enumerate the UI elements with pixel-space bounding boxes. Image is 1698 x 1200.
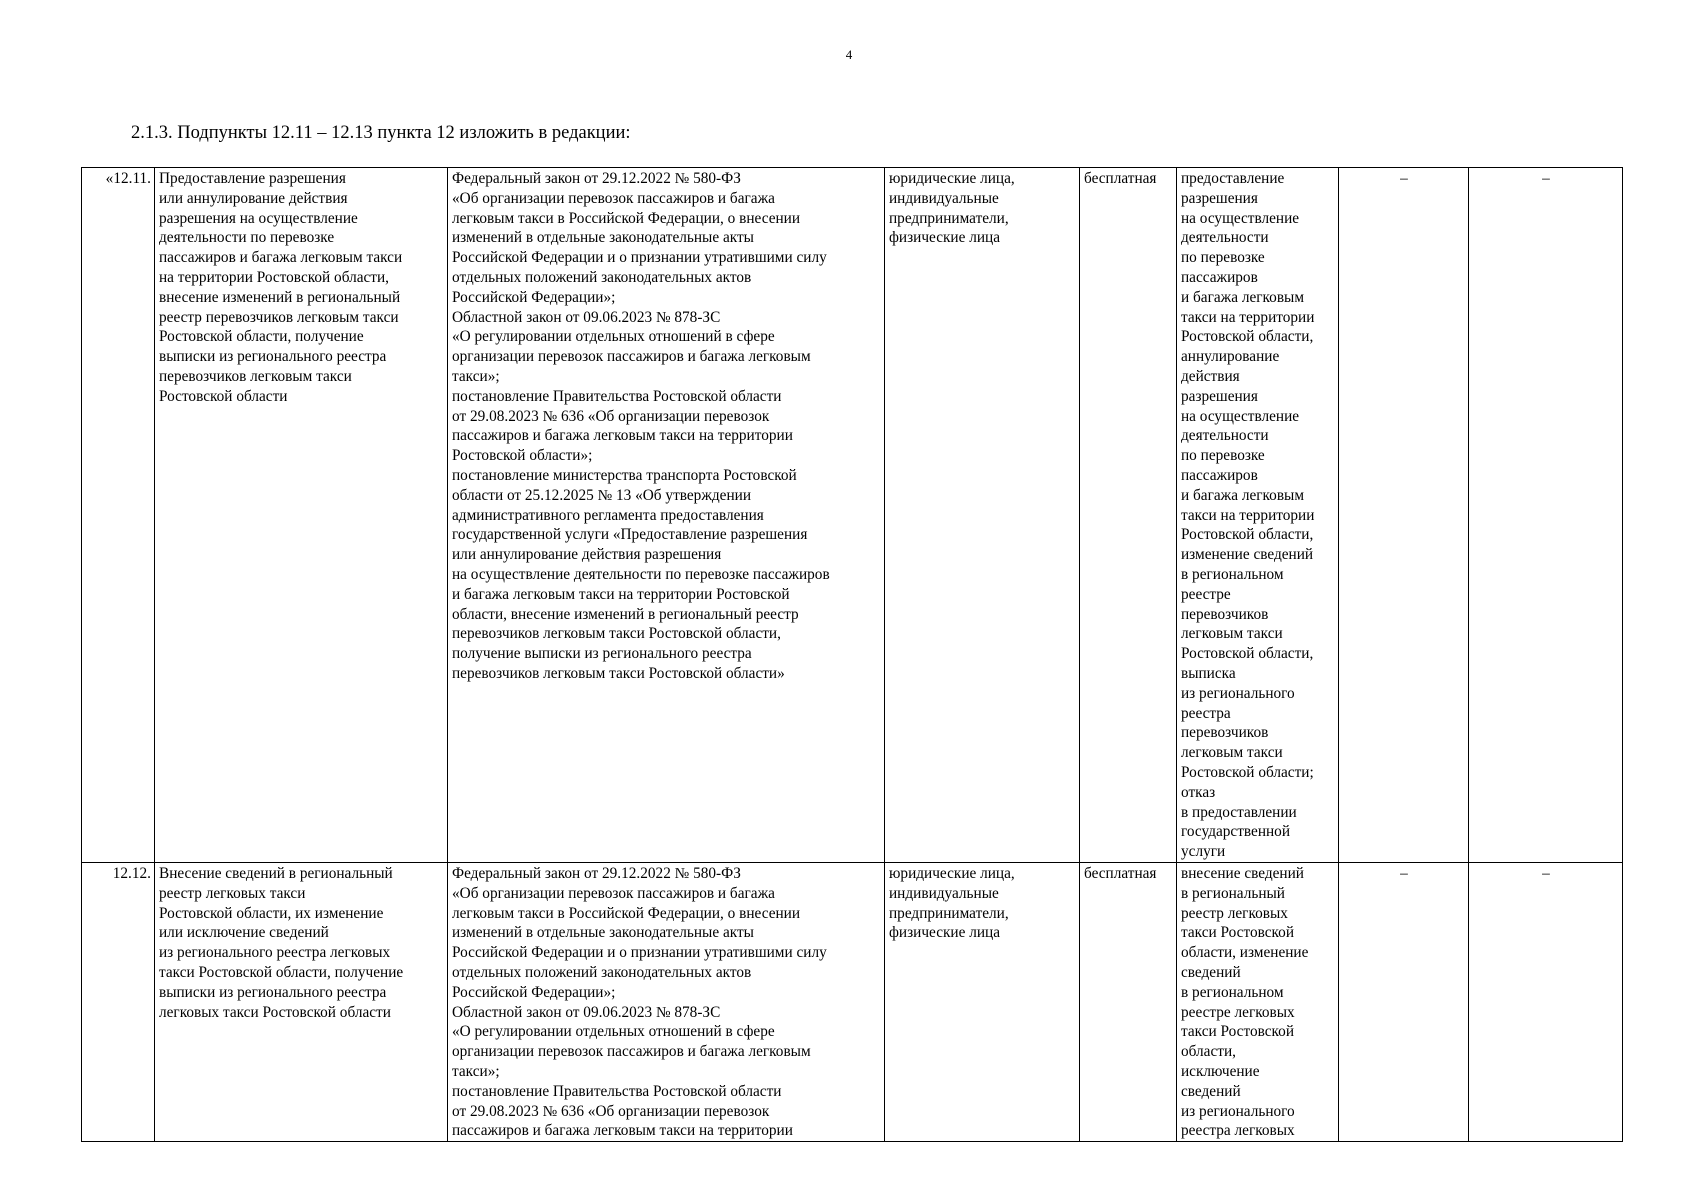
service-fee: бесплатная	[1080, 168, 1177, 863]
service-name: Внесение сведений в региональный реестр легковых такси Ростовской области, их изменение или исключение сведений из регионального реестра легковых такси Ростовской области, получение выписки из регионального реестра легковых такси Ростовской области	[155, 863, 448, 1142]
services-table	[81, 167, 1623, 1142]
item-number: 12.12.	[82, 863, 155, 1142]
service-fee: бесплатная	[1080, 863, 1177, 1142]
table-row	[82, 863, 1623, 1142]
empty-dash-cell: –	[1339, 863, 1469, 1142]
table-row	[82, 168, 1623, 863]
empty-dash-cell: –	[1469, 863, 1623, 1142]
service-recipients: юридические лица, индивидуальные предприниматели, физические лица	[885, 168, 1080, 863]
empty-dash-cell: –	[1339, 168, 1469, 863]
section-intro: 2.1.3. Подпункты 12.11 – 12.13 пункта 12 изложить в редакции:	[131, 123, 631, 143]
service-recipients: юридические лица, индивидуальные предприниматели, физические лица	[885, 863, 1080, 1142]
page-number: 4	[845, 47, 853, 62]
empty-dash-cell: –	[1469, 168, 1623, 863]
service-name: Предоставление разрешения или аннулирование действия разрешения на осуществление деятельности по перевозке пассажиров и багажа легковым такси на территории Ростовской области, внесение изменений в региональный реестр перевозчиков легковым такси Ростовской области, получение выписки из регионального реестра перевозчиков легковым такси Ростовской области	[155, 168, 448, 863]
item-number: «12.11.	[82, 168, 155, 863]
legal-basis: Федеральный закон от 29.12.2022 № 580-ФЗ «Об организации перевозок пассажиров и багажа легковым такси в Российской Федерации, о внесении изменений в отдельные законодательные акты Российской Федерации и о признании утратившими силу отдельных положений законодательных актов Российской Федерации»; Областной закон от 09.06.2023 № 878-ЗС «О регулировании отдельных отношений в сфере организации перевозок пассажиров и багажа легковым такси»; постановление Правительства Ростовской области от 29.08.2023 № 636 «Об организации перевозок пассажиров и багажа легковым такси на территории Ростовской области»; постановление министерства транспорта Ростовской области от 25.12.2025 № 13 «Об утверждении административного регламента предоставления государственной услуги «Предоставление разрешения или аннулирование действия разрешения на осуществление деятельности по перевозке пассажиров и багажа легковым такси на территории Ростовской области, внесение изменений в региональный реестр перевозчиков легковым такси Ростовской области, получение выписки из регионального реестра перевозчиков легковым такси Ростовской области»	[448, 168, 885, 863]
service-result: внесение сведений в региональный реестр легковых такси Ростовской области, изменение сведений в региональном реестре легковых такси Ростовской области, исключение сведений из регионального реестра легковых	[1177, 863, 1339, 1142]
service-result: предоставление разрешения на осуществление деятельности по перевозке пассажиров и багажа легковым такси на территории Ростовской области, аннулирование действия разрешения на осуществление деятельности по перевозке пассажиров и багажа легковым такси на территории Ростовской области, изменение сведений в региональном реестре перевозчиков легковым такси Ростовской области, выписка из регионального реестра перевозчиков легковым такси Ростовской области; отказ в предоставлении государственной услуги	[1177, 168, 1339, 863]
legal-basis: Федеральный закон от 29.12.2022 № 580-ФЗ «Об организации перевозок пассажиров и багажа легковым такси в Российской Федерации, о внесении изменений в отдельные законодательные акты Российской Федерации и о признании утратившими силу отдельных положений законодательных актов Российской Федерации»; Областной закон от 09.06.2023 № 878-ЗС «О регулировании отдельных отношений в сфере организации перевозок пассажиров и багажа легковым такси»; постановление Правительства Ростовской области от 29.08.2023 № 636 «Об организации перевозок пассажиров и багажа легковым такси на территории	[448, 863, 885, 1142]
